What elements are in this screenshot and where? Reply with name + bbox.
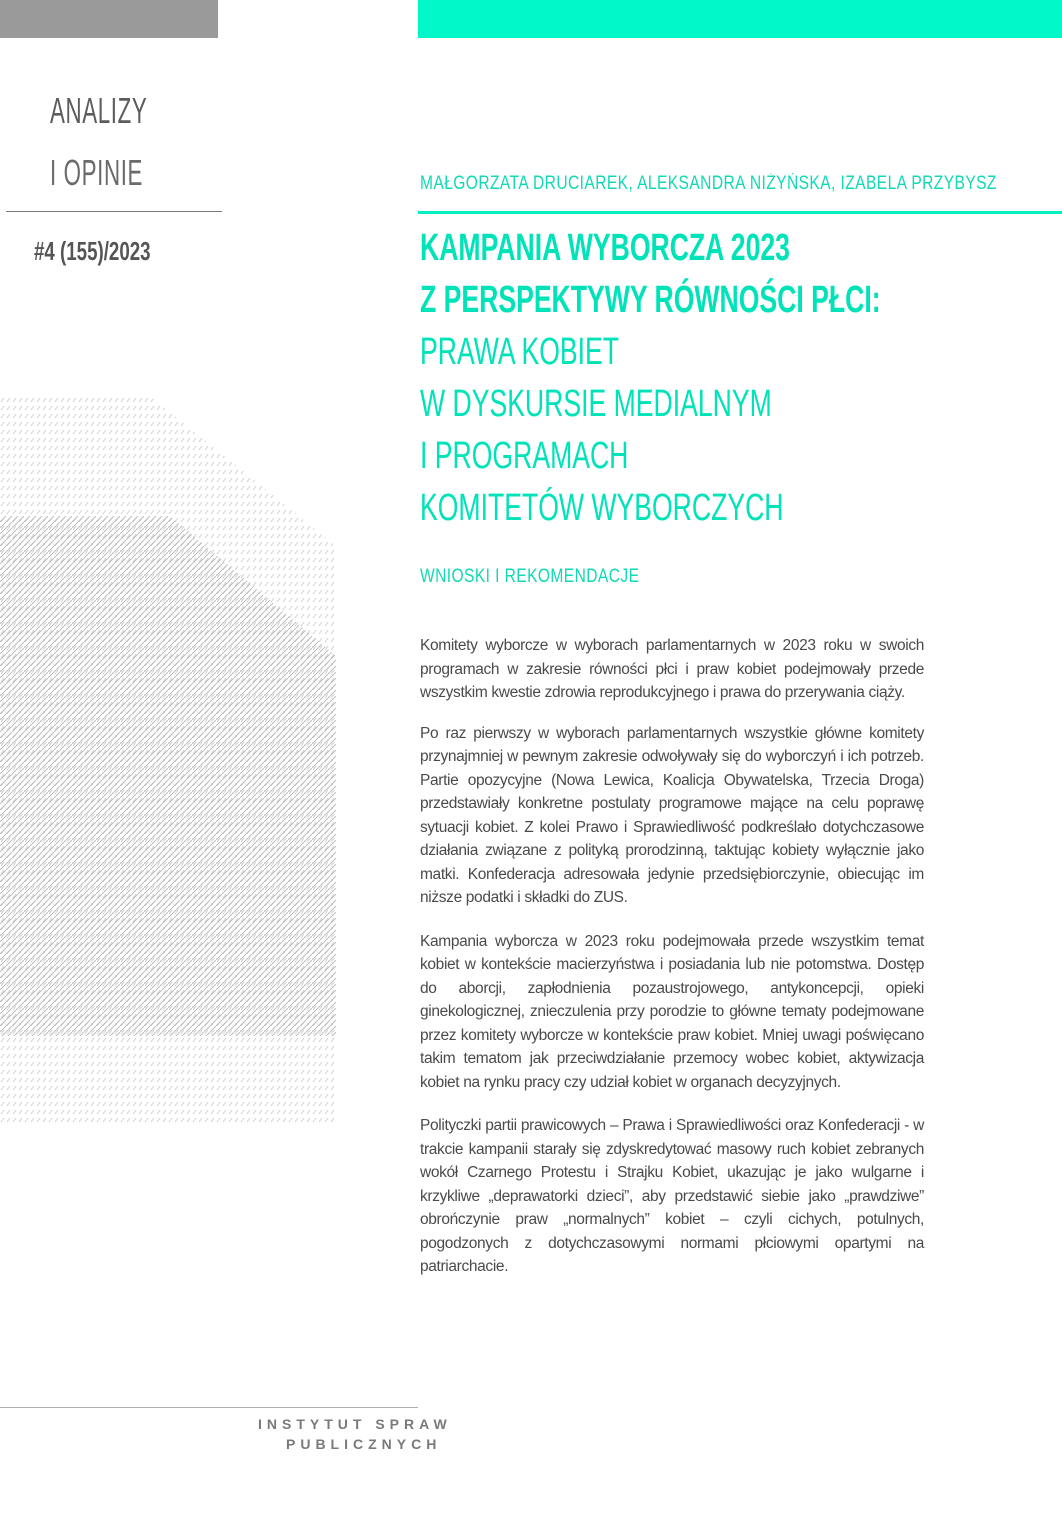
paragraph: Komitety wyborcze w wyborach parlamentarnych w 2023 roku w swoich programach w zakresie równości płci i praw kobiet podejmowały przede wszystkim kwestie zdrowia reprodukcyjnego i prawa do przerywania ciąży. [420,637,924,701]
publisher-line2: PUBLICZNYCH [286,1436,442,1452]
series-name-line2: I OPINIE [50,152,144,193]
title-line: W DYSKURSIE MEDIALNYM [420,383,772,425]
paragraph: Po raz pierwszy w wyborach parlamentarnych wszystkie główne komitety przynajmniej w pewnym zakresie odwoływały się do wyborczyń i ich potrzeb. Partie opozycyjne (Nowa Lewica, Koalicja Obywatelska, Trzecia Droga) przedstawiały konkretne postulaty programowe mające na celu poprawę sytuacji kobiet. Z kolei Prawo i Sprawiedliwość podkreślało dotychczasowe działania związane z polityką prorodzinną, taktując kobiety wyłącznie jako matki. Konfederacja adresowała jedynie przedsiębiorczynie, obiecując im niższe podatki i składki do ZUS. [420,724,924,906]
footer-divider [0,1407,418,1408]
section-heading: WNIOSKI I REKOMENDACJE [420,566,640,587]
top-accent-bar [418,0,1062,38]
paragraph: Kampania wyborcza w 2023 roku podejmowała przede wszystkim temat kobiet w kontekście macierzyństwa i posiadania lub nie potomstwa. Dostęp do aborcji, zapłodnienia pozaustrojowego, antykoncepcji, opieki ginekologicznej, znieczulenia przy porodzie to główne tematy podejmowane przez komitety wyborcze w kontekście praw kobiet. Mniej uwagi poświęcano takim tematom jak przeciwdziałanie przemocy wobec kobiet, aktywizacja kobiet na rynku pracy czy udział kobiet w organach decyzyjnych. [420,932,924,1091]
paragraph: Polityczki partii prawicowych – Prawa i Sprawiedliwości oraz Konfederacji - w trakcie kampanii starały się zdyskredytować masowy ruch kobiet zebranych wokół Czarnego Protestu i Strajku Kobiet, ukazując je jako wulgarne i krzykliwe „deprawatorki dzieci”, aby przedstawić siebie jako „prawdziwe” obrończynie praw „normalnych” kobiet – czyli cichych, potulnych, pogodzonych z dotychczasowymi normami płciowymi opartymi na patriarchacie. [420,1117,924,1275]
title-line: KOMITETÓW WYBORCZYCH [420,487,784,529]
publisher-line1: INSTYTUT SPRAW [258,1416,452,1432]
top-gray-bar [0,0,218,38]
title-line: KAMPANIA WYBORCZA 2023 [420,227,790,269]
authors: MAŁGORZATA DRUCIAREK, ALEKSANDRA NIŻYŃSKA, IZABELA PRZYBYSZ [420,173,997,194]
title-line: I PROGRAMACH [420,435,629,477]
report-title [420,222,1060,534]
title-line: Z PERSPEKTYWY RÓWNOŚCI PŁCI: [420,279,881,321]
title-line: PRAWA KOBIET [420,331,620,373]
publisher-logo [258,1414,452,1454]
decorative-hatch-pattern [0,396,336,1126]
accent-divider [418,211,1062,214]
left-divider [6,211,222,212]
series-name-line1: ANALIZY [50,90,148,131]
conclusions-body [420,634,924,1296]
issue-number: #4 (155)/2023 [34,236,151,266]
